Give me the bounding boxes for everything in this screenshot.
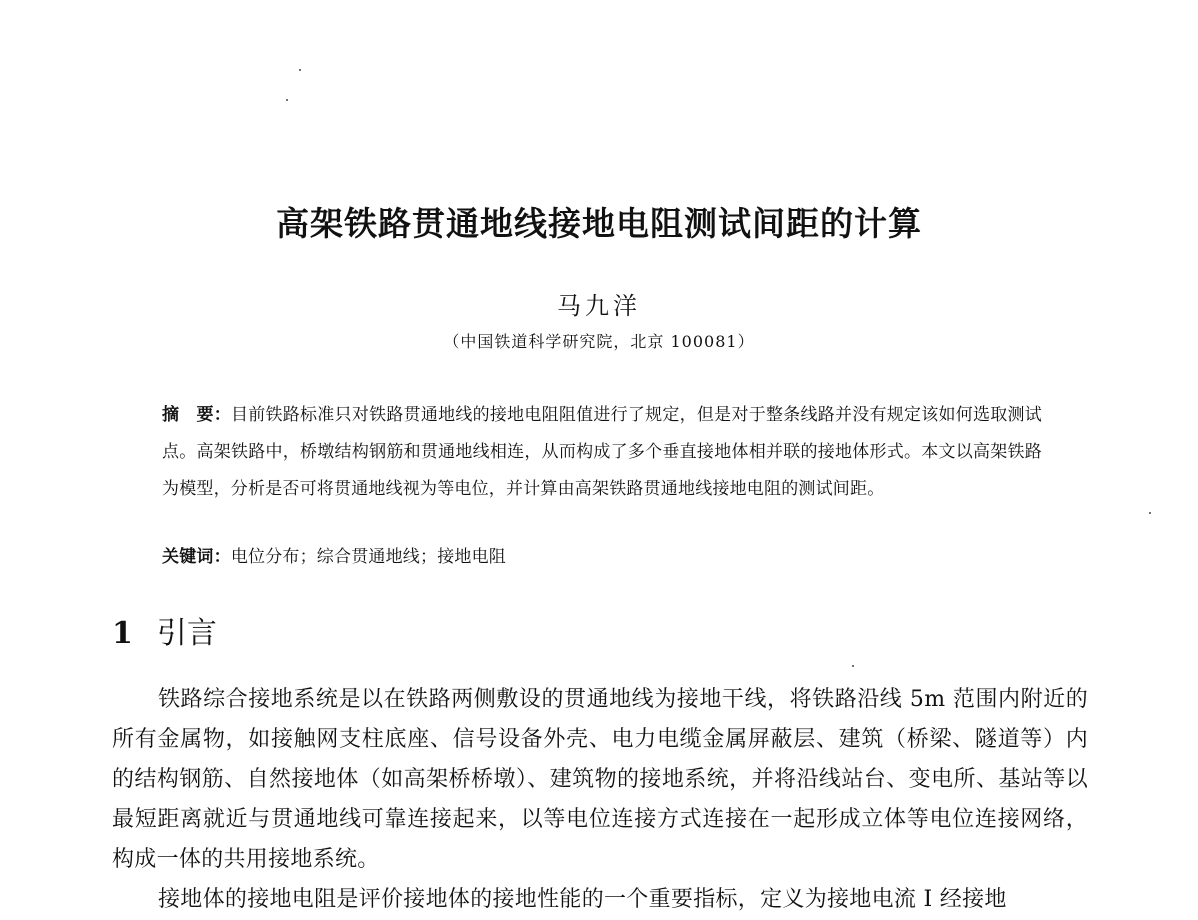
body-text (112, 680, 1088, 920)
scan-speck (852, 665, 854, 667)
scan-speck (286, 99, 288, 101)
body-paragraph: 铁路综合接地系统是以在铁路两侧敷设的贯通地线为接地干线，将铁路沿线 5m 范围内附近的所有金属物，如接触网支柱底座、信号设备外壳、电力电缆金属屏蔽层、建筑（桥梁、隧道等）内的结构钢筋、自然接地体（如高架桥桥墩）、建筑物的接地系统，并将沿线站台、变电所、基站等以最短距离就近与贯通地线可靠连接起来，以等电位连接方式连接在一起形成立体等电位连接网络，构成一体的共用接地系统。 (112, 687, 1088, 872)
section-title: 引言 (156, 616, 217, 651)
scan-speck (299, 69, 301, 71)
section-heading (112, 608, 217, 652)
keywords-label: 关键词： (162, 547, 231, 567)
abstract (162, 397, 1042, 508)
scan-speck (1149, 512, 1151, 514)
author-affiliation: （中国铁道科学研究院，北京 100081） (443, 332, 755, 351)
abstract-text: 目前铁路标准只对铁路贯通地线的接地电阻阻值进行了规定，但是对于整条线路并没有规定该如何选取测试点。高架铁路中，桥墩结构钢筋和贯通地线相连，从而构成了多个垂直接地体相并联的接地体形式。本文以高架铁路为模型，分析是否可将贯通地线视为等电位，并计算由高架铁路贯通地线接地电阻的测试间距。 (162, 405, 1042, 499)
paper-title: 高架铁路贯通地线接地电阻测试间距的计算 (276, 204, 922, 243)
keywords (162, 542, 506, 567)
body-paragraph: 接地体的接地电阻是评价接地体的接地性能的一个重要指标，定义为接地电流 I 经接地 (158, 887, 1007, 912)
section-number: 1 (112, 616, 133, 651)
author-name: 马九洋 (557, 292, 641, 320)
keywords-text: 电位分布；综合贯通地线；接地电阻 (230, 547, 507, 567)
abstract-label: 摘 要： (162, 405, 232, 425)
